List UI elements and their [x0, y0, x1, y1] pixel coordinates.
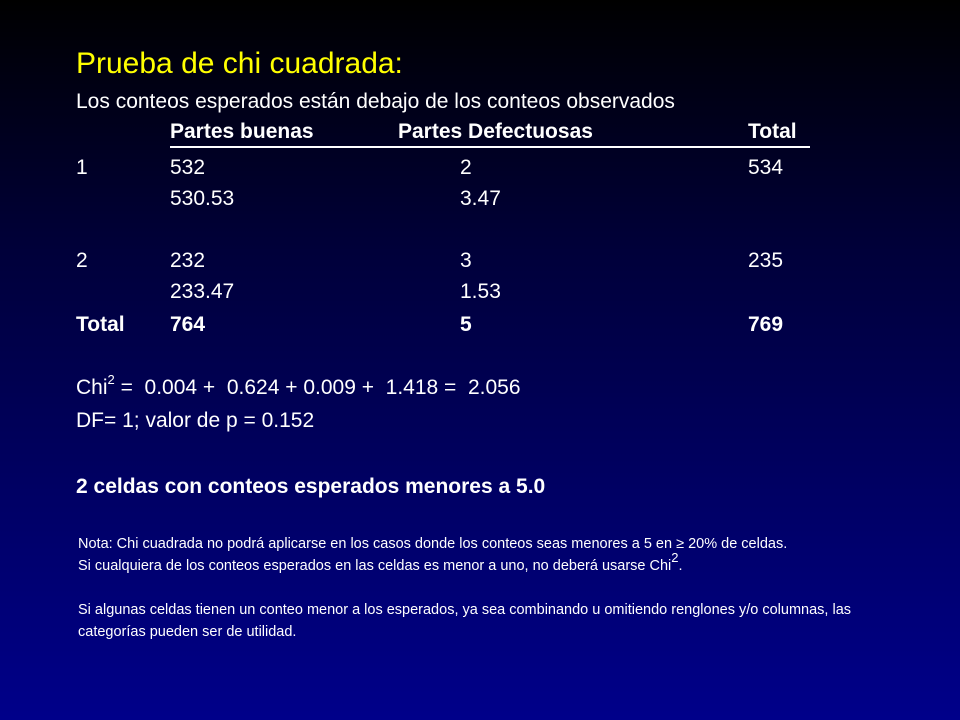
- chi-prefix: Chi: [76, 376, 108, 399]
- note-superscript: 2: [671, 550, 679, 566]
- warning-text: 2 celdas con conteos esperados menores a 5.0: [76, 475, 546, 498]
- row-total: 534: [748, 156, 784, 179]
- observed-defective: 3: [460, 249, 472, 272]
- note-line-2: [78, 550, 918, 577]
- footnote: [78, 533, 918, 643]
- note-line-2-suffix: .: [678, 558, 683, 574]
- expected-defective: 3.47: [460, 187, 501, 210]
- total-defective: 5: [460, 313, 472, 336]
- total-good: 764: [170, 313, 206, 336]
- chi-superscript: 2: [107, 372, 115, 387]
- table-header-row: [0, 117, 960, 147]
- observed-good: 532: [170, 156, 206, 179]
- header-defective-parts: Partes Defectuosas: [398, 120, 593, 143]
- chi-square-equation: [76, 373, 521, 403]
- slide-subtitle: Los conteos esperados están debajo de los conteos observados: [76, 90, 675, 113]
- table-total-row: [0, 310, 960, 340]
- total-label: Total: [76, 313, 125, 336]
- table-row-expected: [0, 277, 960, 307]
- note-line-1: Nota: Chi cuadrada no podrá aplicarse en los casos donde los conteos seas menores a 5 en ≥ 20% de celdas.: [78, 536, 788, 552]
- header-good-parts: Partes buenas: [170, 120, 314, 143]
- table-row: [0, 246, 960, 276]
- note-spacer: [78, 577, 918, 599]
- expected-good: 233.47: [170, 280, 235, 303]
- df-p-value: DF= 1; valor de p = 0.152: [76, 409, 315, 432]
- chi-equation-values: = 0.004 + 0.624 + 0.009 + 1.418 = 2.056: [114, 376, 521, 399]
- header-total: Total: [748, 120, 797, 143]
- table-row-expected: [0, 184, 960, 214]
- row-total: 235: [748, 249, 784, 272]
- row-label: 2: [76, 249, 88, 272]
- row-label: 1: [76, 156, 88, 179]
- slide-title: Prueba de chi cuadrada:: [76, 47, 403, 80]
- note-line-2-text: Si cualquiera de los conteos esperados en las celdas es menor a uno, no deberá usarse Chi: [78, 558, 672, 574]
- grand-total: 769: [748, 313, 784, 336]
- observed-defective: 2: [460, 156, 472, 179]
- header-underline: [170, 146, 810, 148]
- expected-defective: 1.53: [460, 280, 501, 303]
- table-row: [0, 153, 960, 183]
- note-line-3: Si algunas celdas tienen un conteo menor a los esperados, ya sea combinando u omitiendo renglones y/o columnas, las categorías pueden ser de utilidad.: [78, 602, 852, 640]
- observed-good: 232: [170, 249, 206, 272]
- expected-good: 530.53: [170, 187, 235, 210]
